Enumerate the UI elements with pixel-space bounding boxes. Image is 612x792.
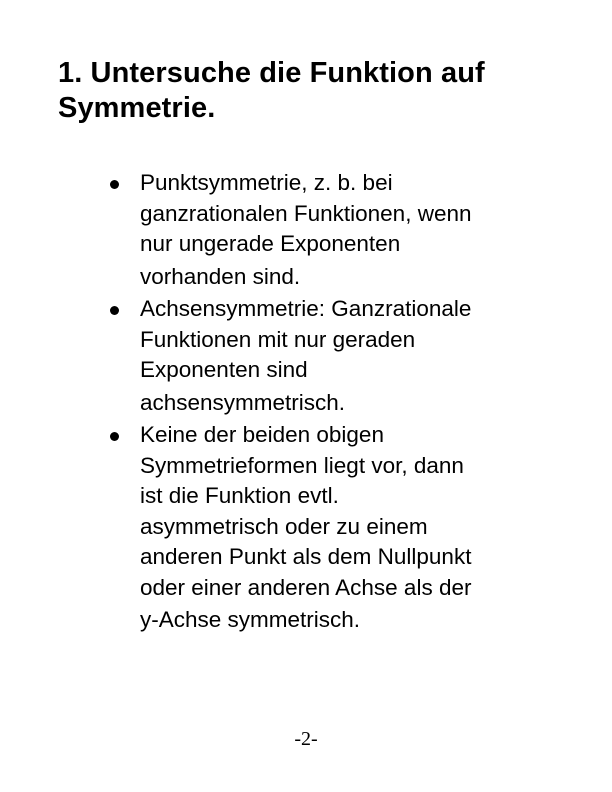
text-line: Symmetrieformen liegt vor, dann [140, 452, 464, 478]
page-number: -2- [294, 728, 318, 750]
bullet-text [140, 420, 558, 636]
text-line: vorhanden sind. [140, 263, 301, 289]
bullet-text [140, 294, 558, 418]
text-line: Achsensymmetrie: Ganzrationale [140, 296, 472, 321]
text-line: Funktionen mit nur geraden [140, 326, 416, 352]
bullet-dot-icon [110, 432, 119, 441]
bullet-item-no-symmetry [108, 420, 558, 636]
bullet-item-axis-symmetry [108, 294, 558, 418]
text-line: y-Achse symmetrisch. [140, 607, 361, 632]
text-line: Punktsymmetrie, z. b. bei [140, 170, 393, 195]
text-line: asymmetrisch oder zu einem [140, 513, 428, 539]
heading-line: 1. Untersuche die Funktion auf [58, 57, 485, 89]
bullet-text [140, 168, 558, 292]
text-line: nur ungerade Exponenten [140, 231, 401, 256]
bullet-item-point-symmetry [108, 168, 558, 292]
text-line: Exponenten sind [140, 357, 308, 382]
bullet-dot-icon [110, 180, 119, 189]
bullet-list [108, 168, 558, 636]
heading-line: Symmetrie. [58, 92, 216, 124]
text-line: oder einer anderen Achse als der [140, 574, 472, 600]
text-line: achsensymmetrisch. [140, 389, 346, 415]
text-line: ist die Funktion evtl. [140, 483, 339, 508]
bullet-dot-icon [110, 306, 119, 315]
text-line: anderen Punkt als dem Nullpunkt [140, 544, 472, 569]
text-line: ganzrationalen Funktionen, wenn [140, 200, 472, 226]
section-heading [58, 56, 578, 126]
text-line: Keine der beiden obigen [140, 422, 384, 447]
